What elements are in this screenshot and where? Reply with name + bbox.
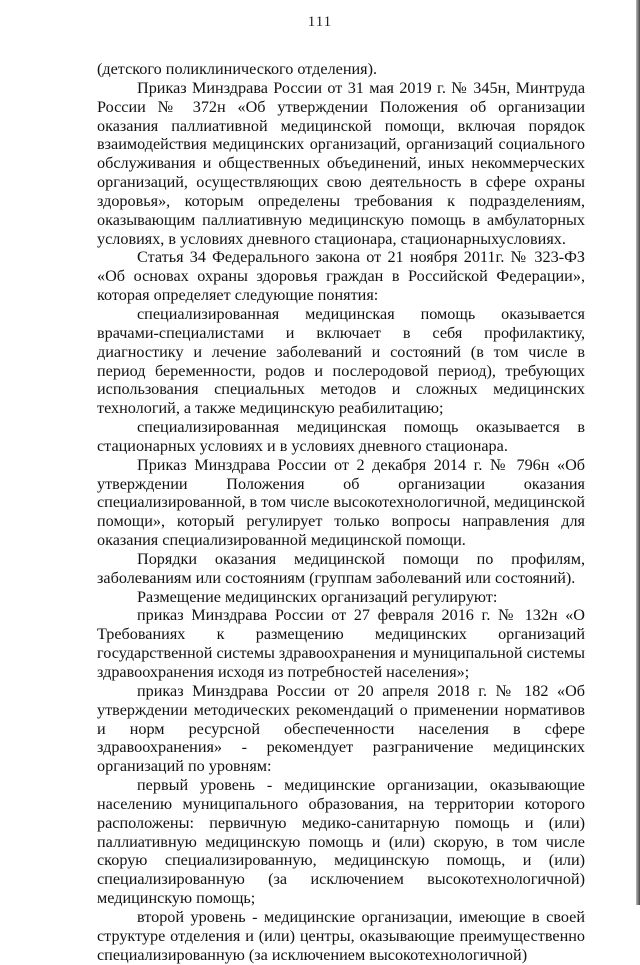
paragraph: Размещение медицинских организаций регулируют: [137,587,498,606]
document-body [97,60,585,965]
paragraph: специализированная медицинская помощь оказывается врачами-специалистами и включает в себя профилактику, диагностику и лечение заболеваний и состояний (в том числе в период беременности, родов и послеродовой период), требующих использования специальных методов и сложных медицинских технологий, а также медицинскую реабилитацию; [97,304,585,418]
paragraph: первый уровень - медицинские организации, оказывающие населению муниципального образования, на территории которого расположены: первичную медико-санитарную помощь и (или) паллиативную медицинскую помощь и (или) скорую, в том числе скорую специализированную, медицинскую помощь, и (или) специализированную (за исключением высокотехнологичной) медицинскую помощь; [97,776,585,908]
paragraph: Приказ Минздрава России от 31 мая 2019 г. № 345н, Минтруда России № 372н «Об утверждении Положения об организации оказания паллиативной медицинской помощи, включая порядок взаимодействия медицинских организаций, организаций социального обслуживания и общественных объединений, иных некоммерческих организаций, осуществляющих свою деятельность в сфере охраны здоровья», которым определены требования к подразделениям, оказывающим паллиативную медицинскую помощь в амбулаторных условиях, в условиях дневного стационара, стационарныхусловиях. [97,78,585,248]
paragraph: специализированная медицинская помощь оказывается в стационарных условиях и в условиях дневного стационара. [97,418,585,455]
paragraph: Приказ Минздрава России от 2 декабря 2014 г. № 796н «Об утверждении Положения об организации оказания специализированной, в том числе высокотехнологичной, медицинской помощи», который регулирует только вопросы направления для оказания специализированной медицинской помощи. [97,455,586,550]
paragraph: Порядки оказания медицинской помощи по профилям, заболеваниям или состояниям (группам заболеваний или состояний). [97,549,585,587]
paragraph: приказ Минздрава России от 20 апреля 2018 г. № 182 «Об утверждении методических рекомендаций о применении нормативов и норм ресурсной обеспеченности населения в сфере здравоохранения» - рекомендует разграничение медицинских организаций по уровням: [97,681,585,776]
page-number: 111 [307,14,333,30]
paragraph: (детского поликлинического отделения). [97,60,378,78]
paragraph: Статья 34 Федерального закона от 21 ноября 2011г. № 323-ФЗ «Об основах охраны здоровья граждан в Российской Федерации», которая определяет следующие понятия: [97,248,585,305]
paragraph: второй уровень - медицинские организации, имеющие в своей структуре отделения и (или) центры, оказывающие преимущественно специализированную (за исключением высокотехнологичной) [97,907,585,964]
page-edge-shadow [636,0,640,905]
paragraph: приказ Минздрава России от 27 февраля 2016 г. № 132н «О Требованиях к размещению медицинских организаций государственной системы здравоохранения и муниципальной системы здравоохранения исходя из потребностей населения»; [97,606,585,681]
